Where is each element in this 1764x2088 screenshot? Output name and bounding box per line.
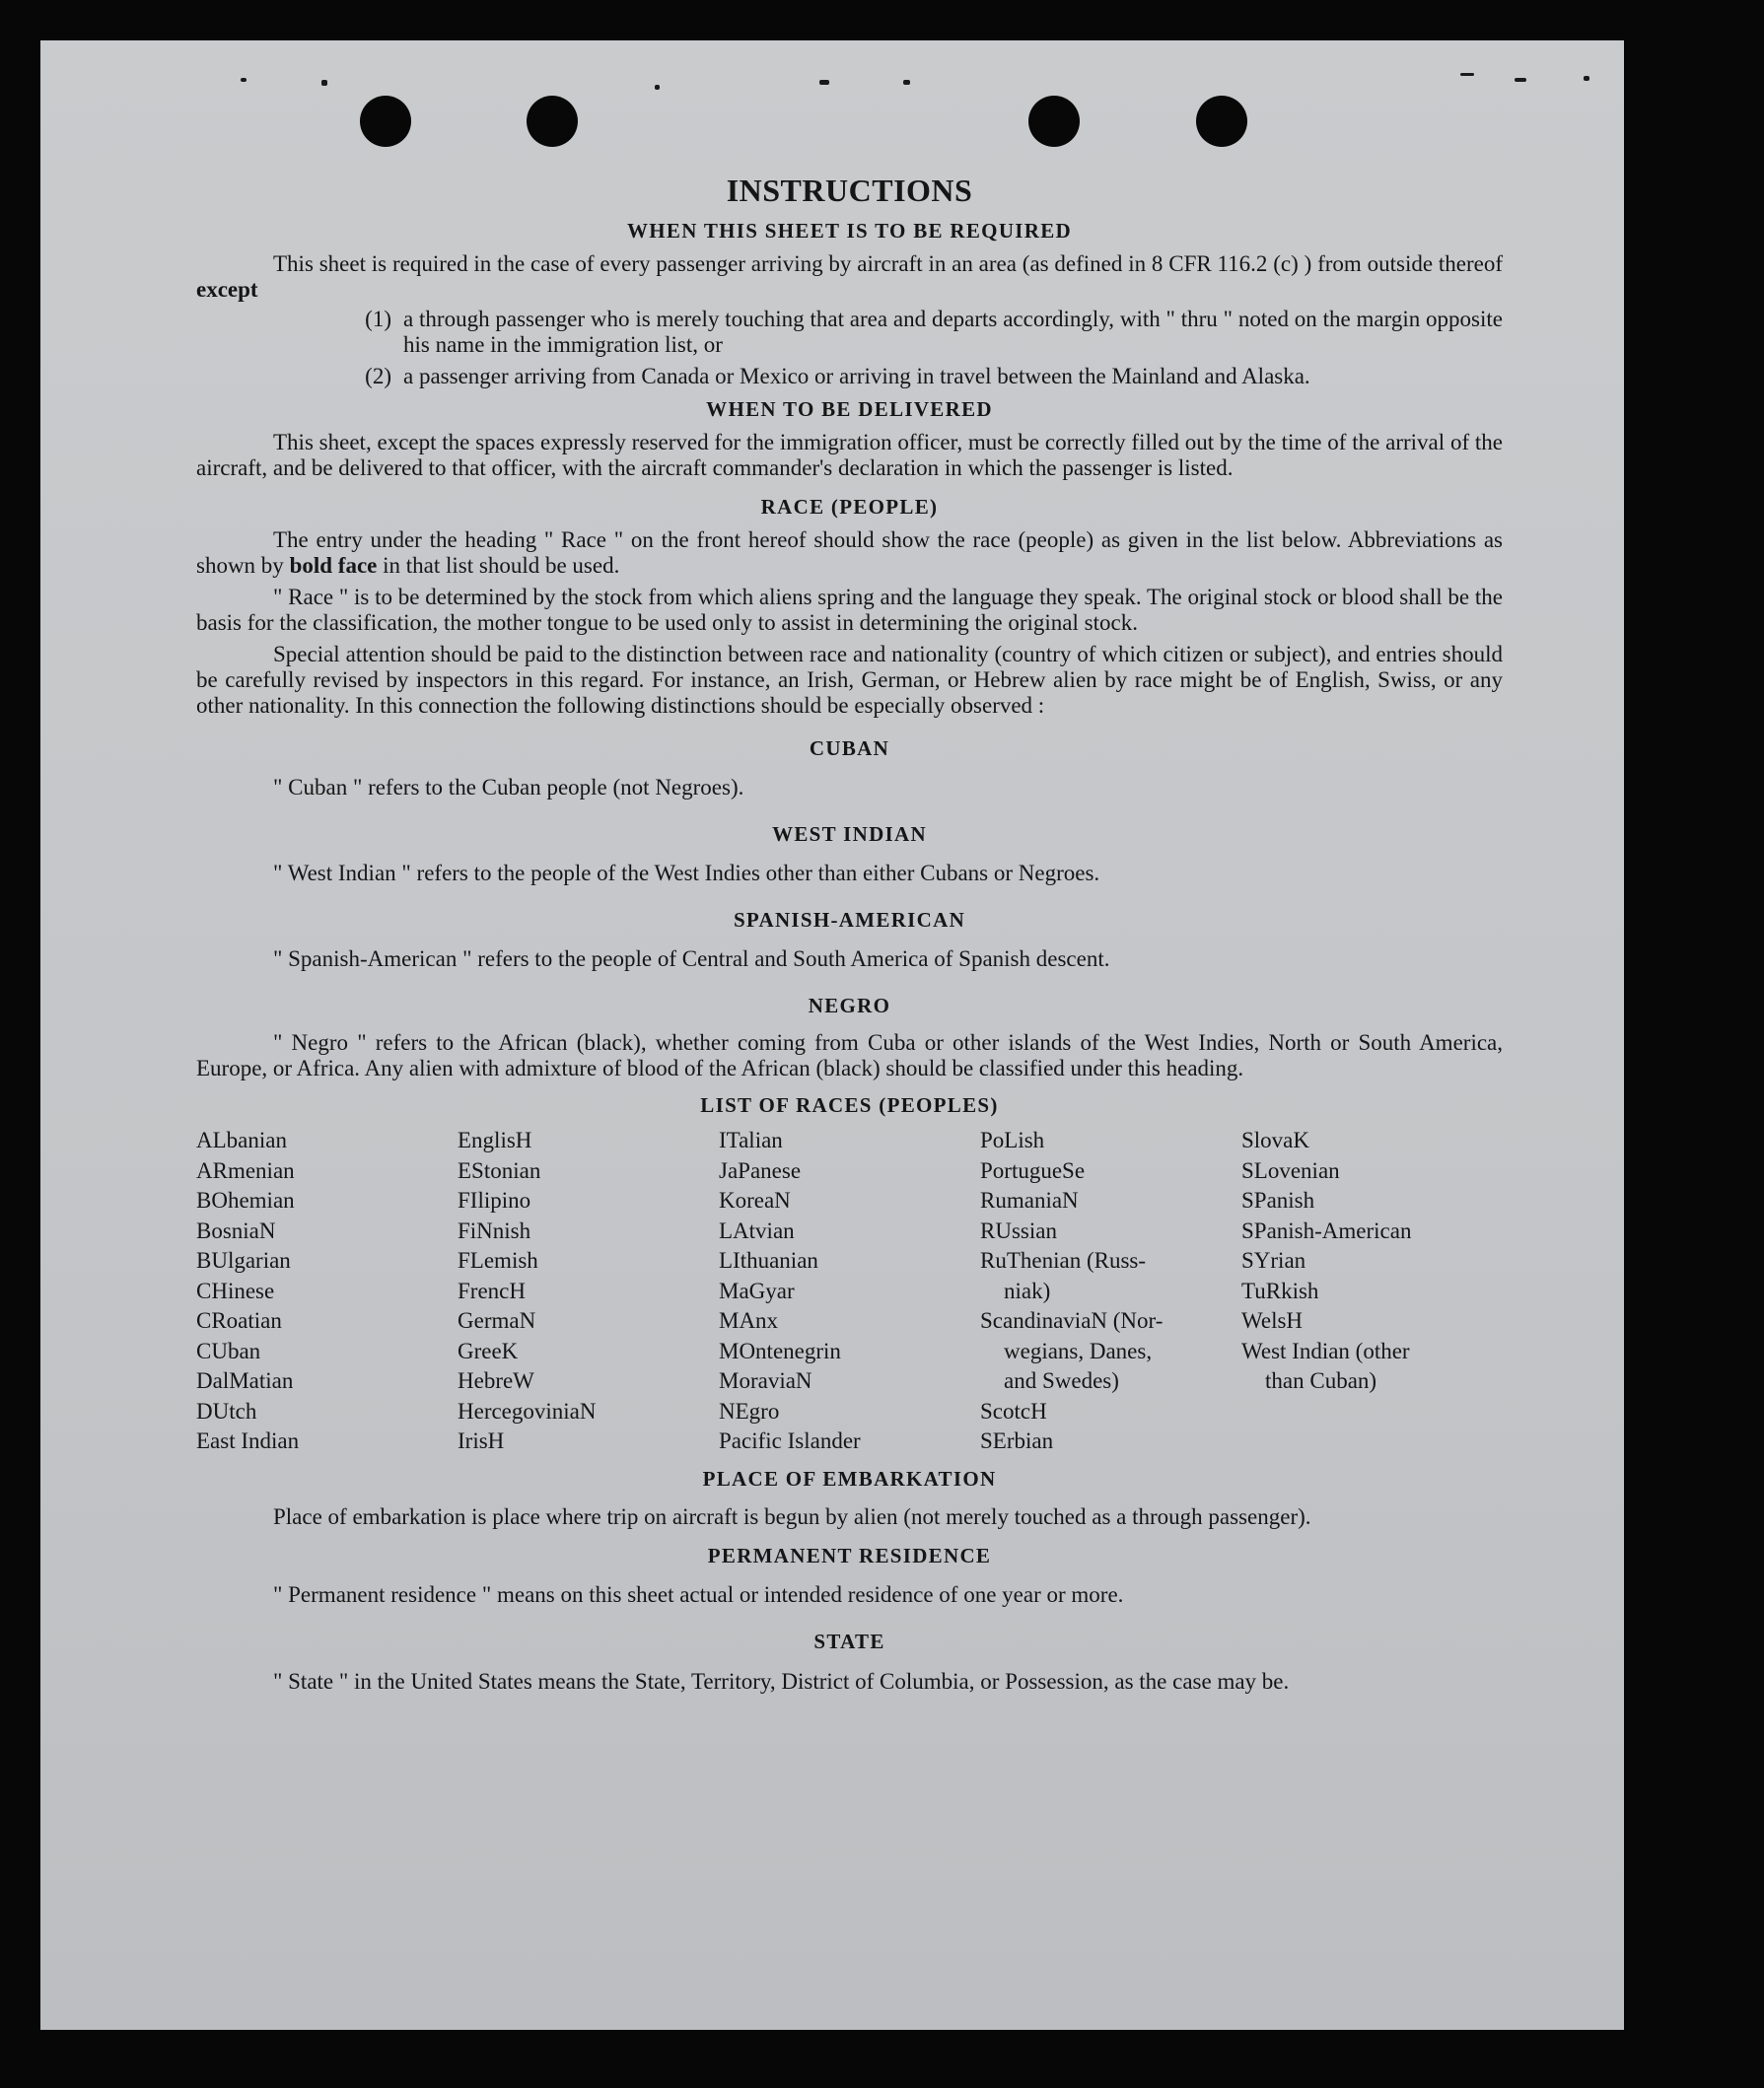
- race-entry: IrisH: [458, 1428, 505, 1453]
- heading-cuban: CUBAN: [809, 736, 890, 760]
- heading-when-delivered: WHEN TO BE DELIVERED: [706, 397, 993, 421]
- race-entry: ScotcH: [980, 1398, 1047, 1424]
- race-entry: RumaniaN: [980, 1188, 1079, 1213]
- race-entry: ScandinaviaN (Nor-: [980, 1308, 1164, 1333]
- race-entry: BUlgarian: [196, 1248, 291, 1273]
- exception-item-2: (2) a passenger arriving from Canada or Mexico or arriving in travel between the Mainland and Alaska.: [365, 364, 1310, 388]
- races-column: [196, 1126, 458, 1457]
- race-entry: HercegoviniaN: [458, 1398, 597, 1424]
- heading-permanent-residence: PERMANENT RESIDENCE: [707, 1543, 992, 1567]
- speck: [1515, 78, 1526, 82]
- speck: [241, 78, 247, 82]
- negro-text: " Negro " refers to the African (black), whether coming from Cuba or other islands of the West Indies, North or South America, Europe, or Africa. Any alien with admixture of blood of the African (black) should be classified under this heading.: [196, 1030, 1503, 1080]
- race-entry: CHinese: [196, 1278, 275, 1303]
- race-entry: ITalian: [719, 1128, 783, 1152]
- speck: [321, 80, 327, 86]
- race-entry: BosniaN: [196, 1218, 276, 1243]
- state-text: " State " in the United States means the State, Territory, District of Columbia, or Possession, as the case may be.: [273, 1668, 1290, 1694]
- race-entry: SPanish-American: [1241, 1218, 1412, 1243]
- race-entry: MoraviaN: [719, 1368, 812, 1393]
- race-entry: ARmenian: [196, 1157, 295, 1183]
- spanish-american-text: " Spanish-American " refers to the people of Central and South America of Spanish descent.: [273, 946, 1110, 971]
- races-column: [719, 1126, 980, 1457]
- residence-text: " Permanent residence " means on this sheet actual or intended residence of one year or more.: [273, 1581, 1124, 1607]
- race-paragraph-2: " Race " is to be determined by the stock from which aliens spring and the language they speak. The original stock or blood shall be the basis for the classification, the mother tongue to be used only to assist in determining the original stock.: [196, 585, 1503, 635]
- heading-spanish-american: SPANISH-AMERICAN: [733, 908, 966, 932]
- speck: [655, 85, 660, 90]
- speck: [819, 80, 829, 85]
- race-entry: SlovaK: [1241, 1128, 1309, 1152]
- race-entry: CRoatian: [196, 1308, 282, 1333]
- race-paragraph-1: The entry under the heading " Race " on the front hereof should show the race (people) as given in the list below. Abbreviations as shown by bold face in that list should be used.: [196, 527, 1503, 578]
- races-column: [980, 1126, 1241, 1457]
- race-entry: PoLish: [980, 1128, 1045, 1152]
- race-paragraph-3: Special attention should be paid to the distinction between race and nationality (country of which citizen or subject), and entries should be carefully revised by inspectors in this regard. For instance, an Irish, German, or Hebrew alien by race might be of English, Swiss, or any other nationality. In this connection the following distinctions should be especially observed :: [196, 642, 1503, 718]
- race-entry: RUssian: [980, 1218, 1057, 1243]
- race-entry: JaPanese: [719, 1157, 802, 1183]
- race-entry: Pacific Islander: [719, 1428, 861, 1453]
- when-required-intro: This sheet is required in the case of every passenger arriving by aircraft in an area (as defined in 8 CFR 116.2 (c) ) from outside thereof except: [196, 251, 1503, 302]
- race-entry: DUtch: [196, 1398, 257, 1424]
- race-entry: LIthuanian: [719, 1248, 818, 1273]
- heading-negro: NEGRO: [808, 994, 891, 1017]
- race-entry: West Indian (other: [1241, 1338, 1410, 1363]
- race-entry: NEgro: [719, 1398, 780, 1424]
- race-entry: GermaN: [458, 1308, 536, 1333]
- race-entry: MOntenegrin: [719, 1338, 841, 1363]
- race-entry: FIlipino: [458, 1188, 531, 1213]
- race-entry: EnglisH: [458, 1128, 532, 1152]
- heading-when-required: WHEN THIS SHEET IS TO BE REQUIRED: [626, 219, 1072, 243]
- punch-hole: [360, 96, 411, 147]
- speck: [1584, 76, 1589, 81]
- race-entry: SLovenian: [1241, 1157, 1340, 1183]
- race-entry: FLemish: [458, 1248, 538, 1273]
- race-entry: GreeK: [458, 1338, 519, 1363]
- race-entry: SYrian: [1241, 1248, 1306, 1273]
- races-column: [458, 1126, 719, 1457]
- west-indian-text: " West Indian " refers to the people of the West Indies other than either Cubans or Negroes.: [273, 861, 1100, 885]
- race-entry: PortugueSe: [980, 1157, 1086, 1183]
- race-entry: FrencH: [458, 1278, 526, 1303]
- race-entry: East Indian: [196, 1428, 300, 1453]
- heading-place-of-embarkation: PLACE OF EMBARKATION: [702, 1466, 997, 1491]
- heading-list-of-races: LIST OF RACES (PEOPLES): [700, 1093, 999, 1117]
- embarkation-text: Place of embarkation is place where trip on aircraft is begun by alien (not merely touched as a through passenger).: [273, 1503, 1311, 1529]
- instructions-content: [196, 173, 1503, 1698]
- race-entry: and Swedes): [1004, 1368, 1119, 1393]
- race-entry: CUban: [196, 1338, 261, 1363]
- cuban-text: " Cuban " refers to the Cuban people (not Negroes).: [273, 775, 744, 800]
- document-sheet: [40, 40, 1624, 2030]
- races-column: [1241, 1126, 1503, 1457]
- heading-state: STATE: [813, 1629, 885, 1653]
- page-title: INSTRUCTIONS: [726, 173, 973, 208]
- race-entry: EStonian: [458, 1157, 541, 1183]
- race-entry: MAnx: [719, 1308, 779, 1333]
- race-entry: WelsH: [1241, 1308, 1304, 1333]
- punch-hole: [1196, 96, 1247, 147]
- race-entry: TuRkish: [1241, 1278, 1319, 1303]
- when-delivered-text: This sheet, except the spaces expressly reserved for the immigration officer, must be correctly filled out by the time of the arrival of the aircraft, and be delivered to that officer, with the aircraft commander's declaration in which the passenger is listed.: [196, 430, 1503, 480]
- heading-race: RACE (PEOPLE): [760, 495, 939, 519]
- race-entry: BOhemian: [196, 1188, 295, 1213]
- race-entry: wegians, Danes,: [1004, 1338, 1153, 1363]
- race-entry: HebreW: [458, 1368, 534, 1393]
- race-entry: ALbanian: [196, 1128, 287, 1152]
- race-entry: SPanish: [1241, 1188, 1315, 1213]
- exception-item-1: (1) a through passenger who is merely touching that area and departs accordingly, with " thru " noted on the margin opposite his name in the immigration list, or: [365, 307, 1503, 357]
- race-entry: KoreaN: [719, 1188, 791, 1213]
- race-entry: niak): [1004, 1278, 1051, 1303]
- race-entry: MaGyar: [719, 1278, 795, 1303]
- punch-hole: [1028, 96, 1080, 147]
- speck: [903, 80, 910, 85]
- race-entry: LAtvian: [719, 1218, 795, 1243]
- race-entry: FiNnish: [458, 1218, 531, 1243]
- race-entry: SErbian: [980, 1428, 1054, 1453]
- heading-west-indian: WEST INDIAN: [772, 822, 927, 846]
- race-entry: DalMatian: [196, 1368, 294, 1393]
- speck: [1460, 73, 1474, 76]
- race-entry: than Cuban): [1265, 1368, 1377, 1393]
- races-list: [196, 1126, 1503, 1457]
- punch-hole: [527, 96, 578, 147]
- race-entry: RuThenian (Russ-: [980, 1248, 1147, 1273]
